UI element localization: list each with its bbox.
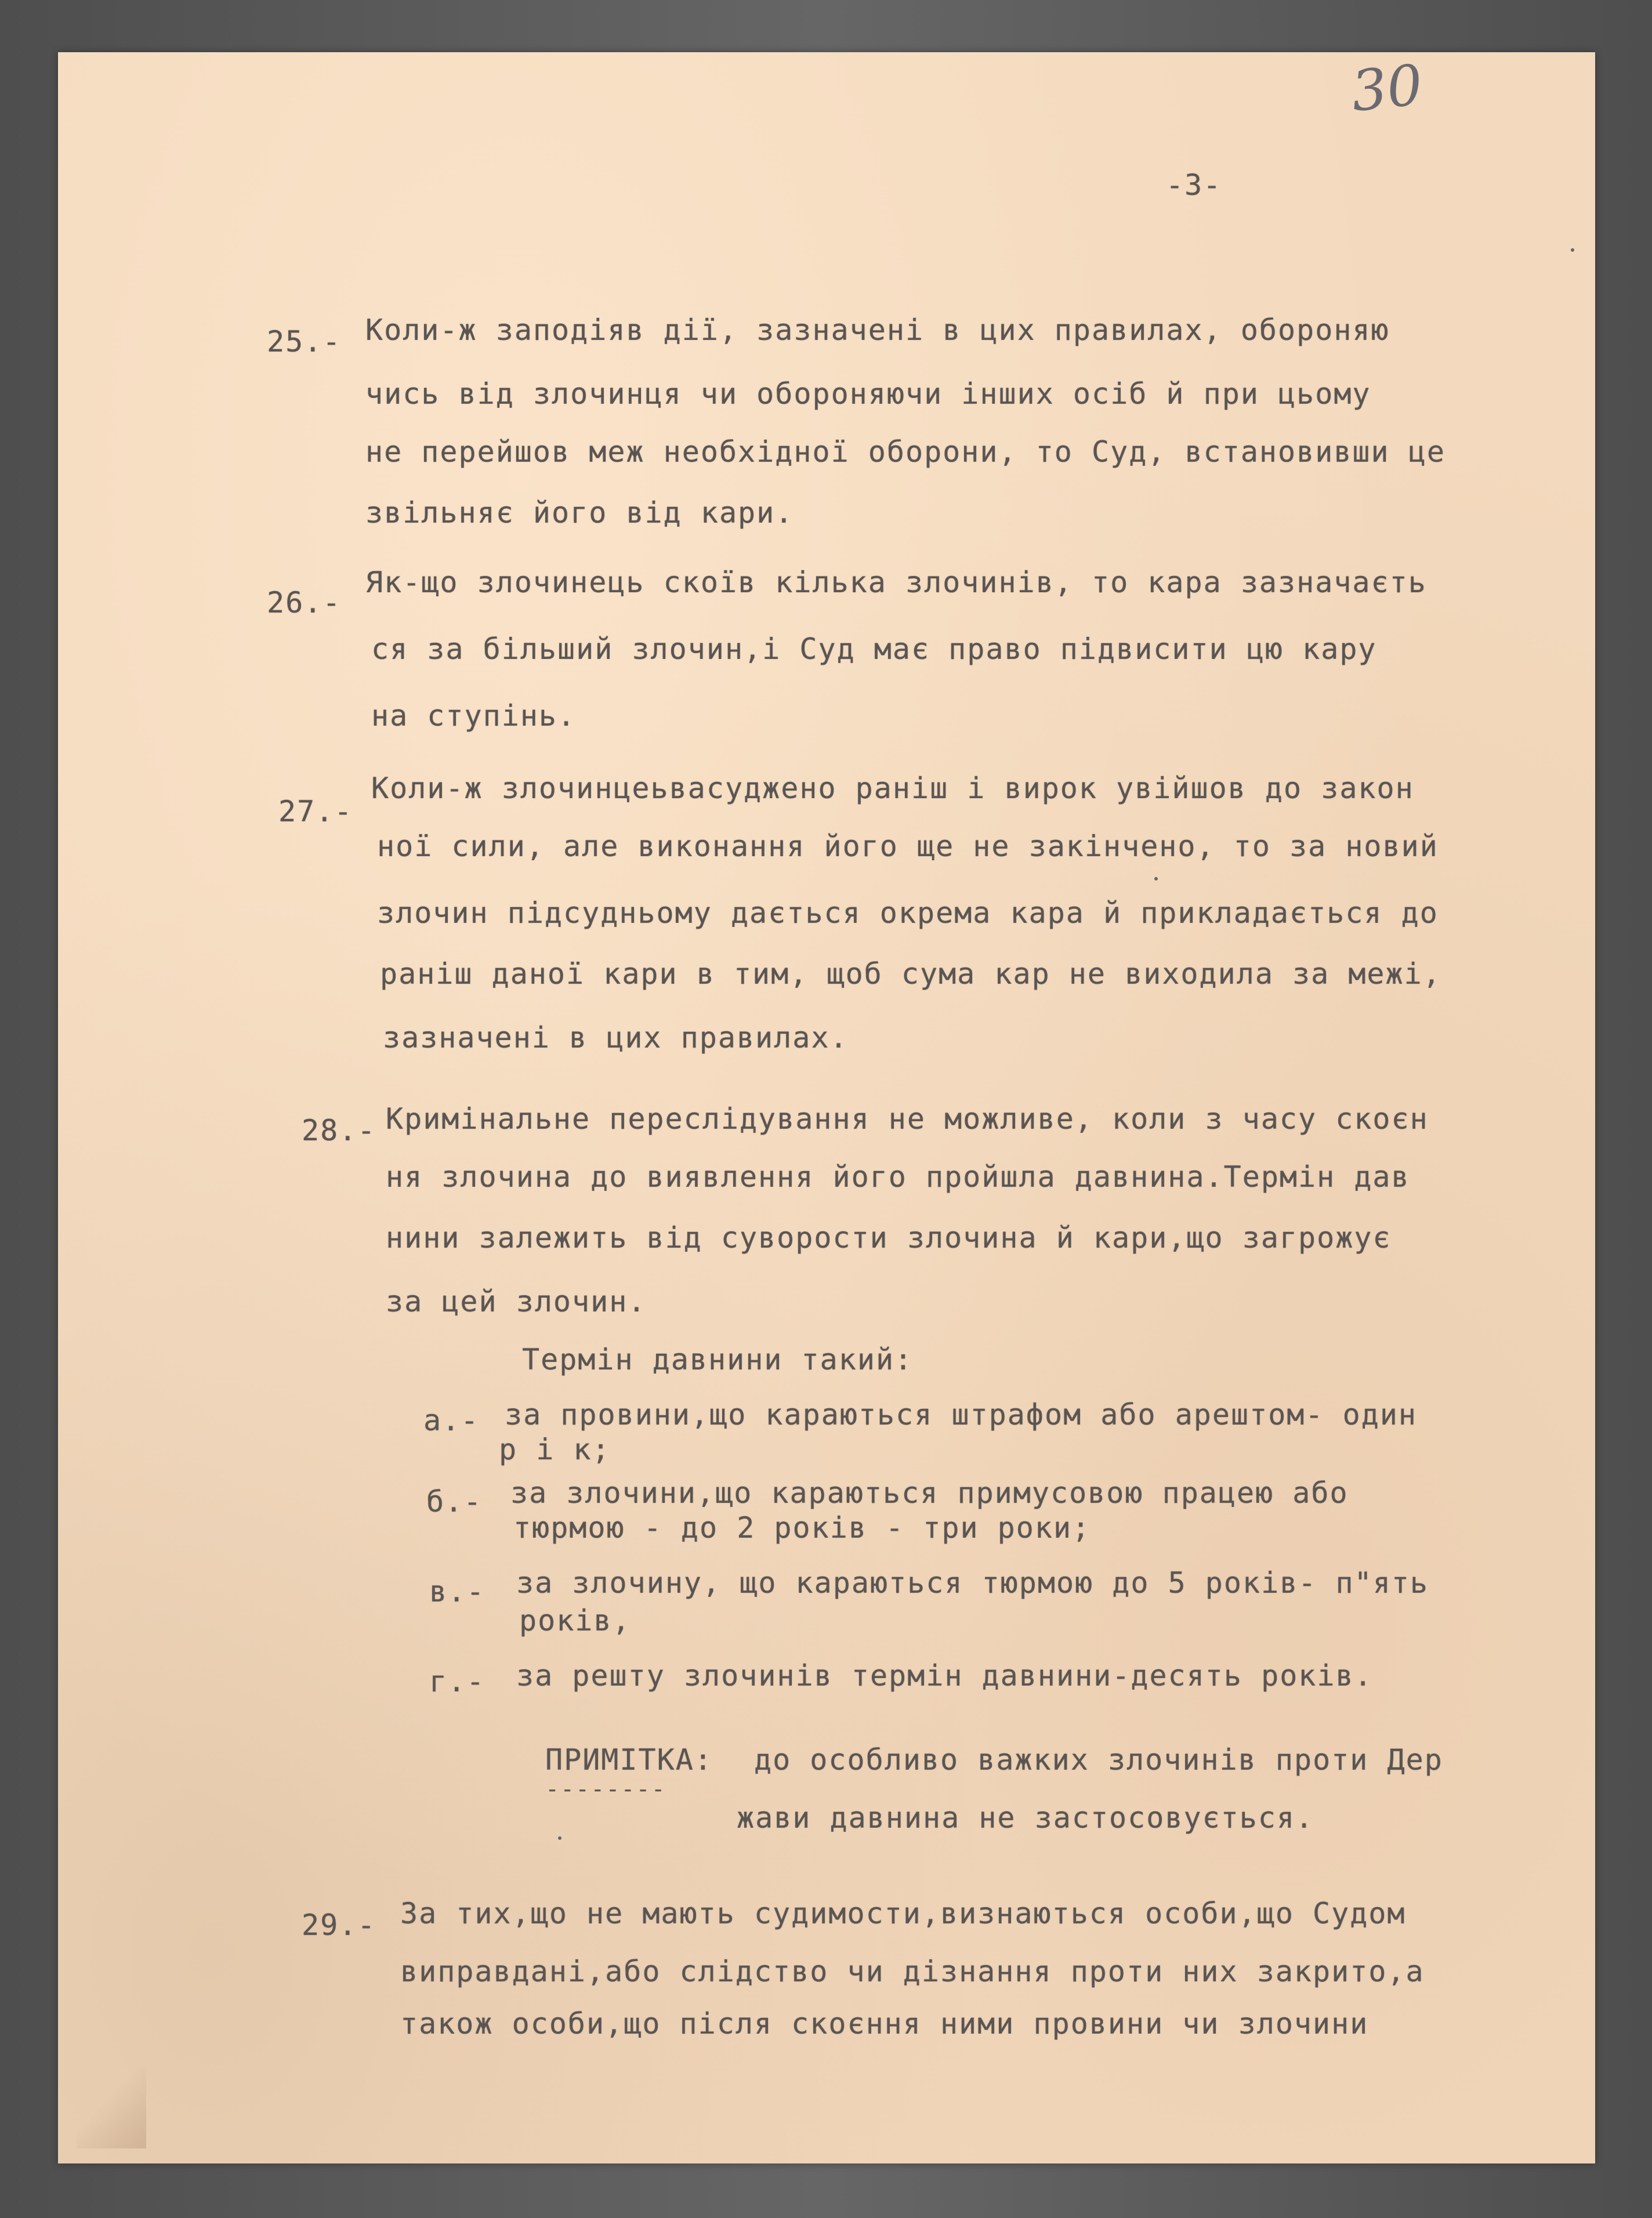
- paragraph-number: 28.-: [302, 1114, 376, 1147]
- paragraph-line: чись від злочинця чи обороняючи інших осіб й при цьому: [365, 377, 1371, 411]
- term-line: р і к;: [499, 1433, 611, 1466]
- paper-speck: [1154, 877, 1158, 880]
- paragraph-number: 26.-: [267, 586, 342, 619]
- paragraph-number: 27.-: [278, 795, 353, 828]
- note-label-underline: --------: [545, 1776, 666, 1803]
- term-letter: в.-: [429, 1575, 486, 1608]
- paragraph-line: раніш даної кари в тим, щоб сума кар не виходила за межі,: [380, 957, 1441, 991]
- term-line: тюрмою - до 2 років - три роки;: [513, 1511, 1091, 1545]
- term-line: за злочину, що караються тюрмою до 5 років- п"ять: [516, 1566, 1429, 1600]
- paragraph-line: ної сили, але виконання його ще не закінчено, то за новий: [377, 829, 1439, 863]
- term-line: за решту злочинів термін давнини-десять років.: [516, 1659, 1373, 1693]
- paragraph-line: не перейшов меж необхідної оборони, то Суд, встановивши це: [365, 435, 1446, 469]
- paragraph-line: ня злочина до виявлення його пройшла давнина.Термін дав: [386, 1160, 1410, 1194]
- term-letter: б.-: [426, 1485, 483, 1518]
- paragraph-line: виправдані,або слідство чи дізнання проти них закрито,а: [400, 1955, 1425, 1988]
- paragraph-line: за цей злочин.: [386, 1285, 647, 1318]
- page-number: -3-: [1166, 168, 1222, 202]
- term-letter: а.-: [423, 1404, 480, 1437]
- term-line: років,: [519, 1604, 631, 1637]
- paper-speck: [558, 1836, 561, 1840]
- paragraph-line: злочин підсудньому дається окрема кара й прикладається до: [377, 896, 1439, 930]
- paragraph-line: також особи,що після скоєння ними провини чи злочини: [400, 2007, 1369, 2041]
- term-line: за провини,що караються штрафом або арештом- один: [505, 1398, 1418, 1431]
- paragraph-line: Кримінальне переслідування не можливе, коли з часу скоєн: [386, 1102, 1429, 1136]
- paragraph-line: Як-що злочинець скоїв кілька злочинів, то кара зазначаєть: [365, 566, 1427, 599]
- paper-speck: [1571, 248, 1574, 252]
- page-corner-fold: [77, 2067, 146, 2148]
- terms-heading: Термін давнини такий:: [522, 1343, 914, 1376]
- paragraph-line: За тих,що не мають судимости,визнаються особи,що Судом: [400, 1897, 1406, 1930]
- paragraph-number: 29.-: [302, 1908, 376, 1942]
- paragraph-line: Коли-ж заподіяв дії, зазначені в цих правилах, обороняю: [365, 313, 1390, 347]
- term-letter: г.-: [429, 1665, 486, 1698]
- folio-number: 30: [1348, 52, 1426, 125]
- paragraph-line: на ступінь.: [371, 699, 577, 733]
- paragraph-line: звільняє його від кари.: [365, 496, 794, 530]
- paragraph-line: Коли-ж злочинцеьвасуджено раніш і вирок увійшов до закон: [371, 771, 1414, 805]
- note-line: до особливо важких злочинів проти Дер: [754, 1743, 1443, 1777]
- paragraph-line: нини залежить від суворости злочина й кари,що загрожує: [386, 1221, 1392, 1255]
- paragraph-line: зазначені в цих правилах.: [383, 1021, 849, 1054]
- note-label: ПРИМІТКА:: [545, 1743, 713, 1777]
- paragraph-number: 25.-: [267, 325, 342, 358]
- paragraph-line: ся за більший злочин,і Суд має право підвисити цю кару: [371, 632, 1377, 666]
- term-line: за злочини,що караються примусовою працею або: [510, 1476, 1349, 1510]
- note-line: жави давнина не застосовується.: [737, 1801, 1314, 1835]
